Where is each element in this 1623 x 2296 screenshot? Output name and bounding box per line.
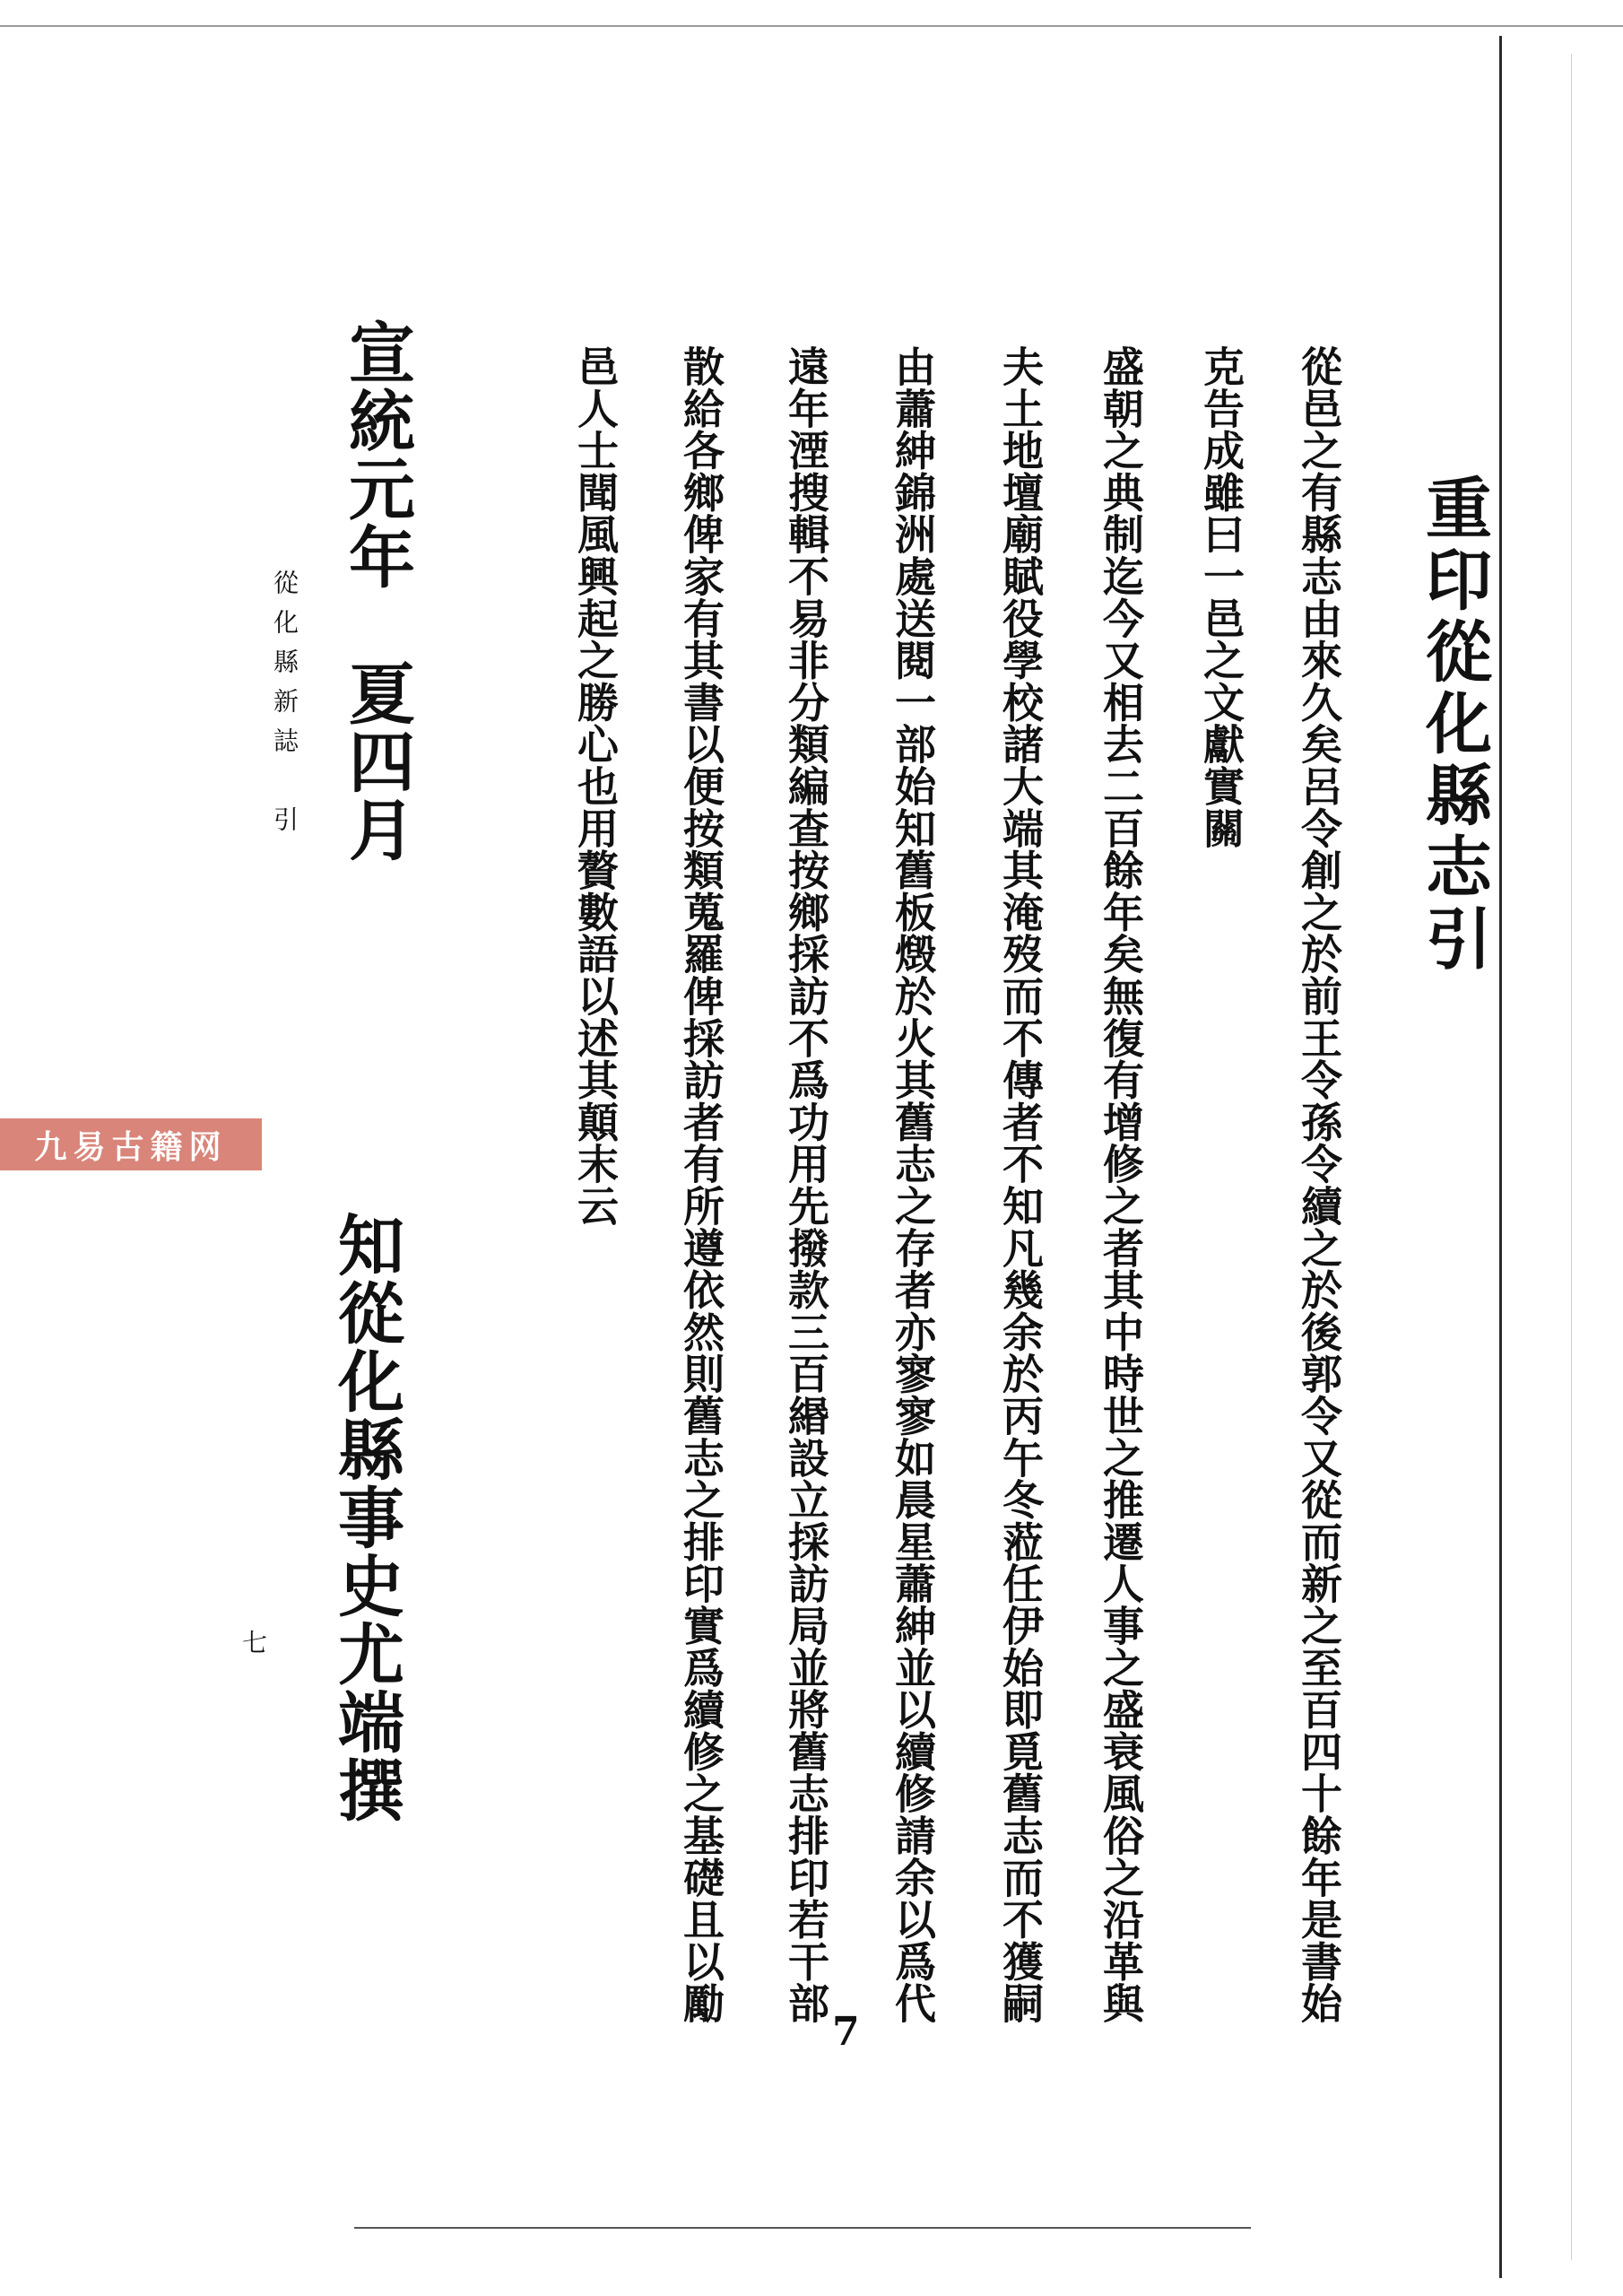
date-line: 宣統元年 夏四月 bbox=[338, 318, 415, 864]
body-column-6: 遠年湮搜輯不易非分類編查按鄉採訪不爲功用先撥款三百緡設立採訪局並將舊志排印若干部 bbox=[782, 345, 830, 2024]
page-binding-edge bbox=[1499, 36, 1502, 2278]
body-column-1: 從邑之有縣志由來久矣呂令創之於前王令孫令續之於後郭令又從而新之至百四十餘年是書始 bbox=[1295, 345, 1343, 2024]
page-binding-shadow bbox=[1571, 54, 1572, 2260]
body-column-2: 克告成雖曰一邑之文獻實關 bbox=[1197, 345, 1245, 849]
top-scan-edge bbox=[0, 25, 1623, 27]
book-margin-label: 從化縣新誌 引 bbox=[270, 570, 299, 846]
page-number: 7 bbox=[832, 2009, 860, 2055]
page-title: 重印從化縣志引 bbox=[1415, 474, 1492, 976]
author-line: 知從化縣事史尤端撰 bbox=[327, 1211, 404, 1824]
body-column-7: 散給各鄉俾家有其書以便按類蒐羅俾採訪者有所遵依然則舊志之排印實爲續修之基礎且以勵 bbox=[677, 345, 725, 2024]
site-watermark: 九易古籍网 bbox=[0, 1118, 262, 1170]
body-column-5: 由蕭紳錦洲處送閱一部始知舊板燬於火其舊志之存者亦寥寥如晨星蕭紳並以續修請余以爲代 bbox=[889, 345, 937, 2024]
leaf-number: 七 bbox=[242, 1628, 268, 1657]
body-column-8: 邑人士聞風興起之勝心也用贅數語以述其顛末云 bbox=[571, 345, 620, 1227]
bottom-scan-edge bbox=[354, 2227, 1251, 2229]
body-column-4: 夫土地壇廟賦役學校諸大端其淹歿而不傳者不知凡幾余於丙午冬蒞任伊始即覓舊志而不獲嗣 bbox=[996, 345, 1045, 2024]
body-column-3: 盛朝之典制迄今又相去二百餘年矣無復有增修之者其中時世之推遷人事之盛衰風俗之沿革與 bbox=[1097, 345, 1145, 2024]
